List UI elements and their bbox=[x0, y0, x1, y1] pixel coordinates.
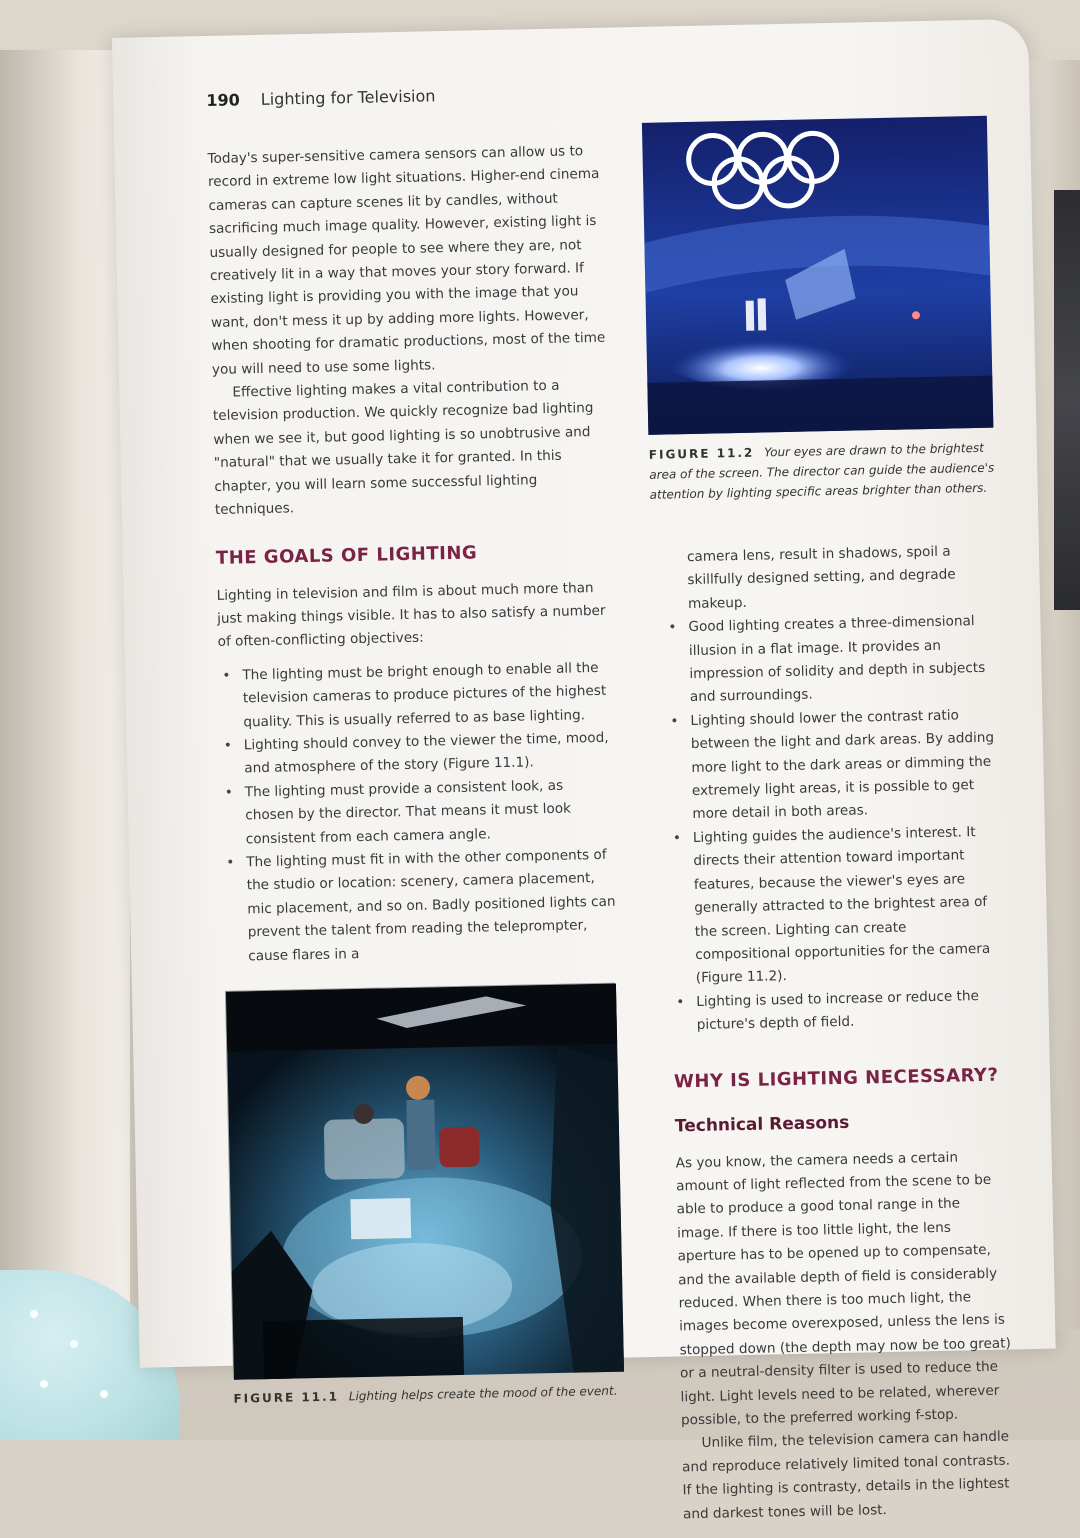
figure-11-2-caption bbox=[649, 438, 995, 505]
intro-paragraph-2: Effective lighting makes a vital contribution to a television production. We quickly recognize bad lighting when we see it, but good lighting is so unobtrusive and "natural" that we usually take it for granted. In this chapter, you will learn some successful lighting techniques. bbox=[212, 377, 594, 519]
section-heading-why: WHY IS LIGHTING NECESSARY? bbox=[673, 1064, 999, 1092]
intro-paragraph-1: Today's super-sensitive camera sensors can allow us to record in extreme low light situations. Higher-end cinema cameras can capture scenes lit by candles, without sacrificing much image quality. However, existing light is usually designed for people to see where they are, not creatively lit in a way that moves your story forward. If existing light is providing you with the image that you want, don't mess it up by adding more lights. However, when shooting for dramatic productions, most of the time you will need to use some lights. bbox=[207, 143, 606, 378]
goals-bullet-list bbox=[218, 656, 619, 968]
section-heading-goals: THE GOALS OF LIGHTING bbox=[215, 541, 478, 569]
figure-11-2-block bbox=[642, 116, 995, 505]
fabric-dot bbox=[30, 1310, 38, 1318]
figure-label: FIGURE 11.1 bbox=[233, 1389, 340, 1406]
page-number: 190 bbox=[206, 90, 240, 111]
list-item: • Lighting guides the audience's interest. It directs their attention toward important features, because the viewer's eyes are generally attracted to the brightest area of the screen. Lighting can create compositional opportunities for the camera (Figure 11.2). bbox=[669, 820, 1005, 991]
list-item: • Lighting should convey to the viewer the time, mood, and atmosphere of the story (Figure 11.1). bbox=[220, 727, 616, 782]
running-header bbox=[206, 86, 436, 110]
subsection-heading-technical: Technical Reasons bbox=[674, 1112, 850, 1136]
bullet-continuation: camera lens, result in shadows, spoil a skillfully designed setting, and degrade makeup. bbox=[686, 543, 956, 612]
background-object bbox=[1054, 190, 1080, 610]
technical-paragraph-1: As you know, the camera needs a certain amount of light reflected from the scene to be able to produce a good tonal range in the image. If there is too little light, the lens aperture has to be opened up to compensate, and the available depth of field is considerably reduced. When there is too much light, the images become overexposed, unless the lens is stopped down (the depth may now be too great) or a neutral-density filter is used to reduce the light. Light levels need to be related, wherever possible, to the preferred working f-stop. bbox=[675, 1149, 1011, 1429]
list-item: • The lighting must fit in with the other components of the studio or location: scenery, camera placement, mic placement, and so on. Badly positioned lights can prevent the talent from reading the teleprompter, cause flares in a bbox=[222, 844, 619, 969]
goals-bullet-list-continued bbox=[664, 610, 1006, 1038]
running-title: Lighting for Television bbox=[260, 86, 436, 109]
caption-text: Lighting helps create the mood of the event. bbox=[348, 1383, 618, 1404]
book-page bbox=[112, 19, 1056, 1522]
right-column bbox=[663, 540, 1016, 1527]
list-item: • Lighting should lower the contrast ratio between the light and dark areas. By adding more light to the dark areas or dimming the extremely light areas, it is possible to get more detail in both areas. bbox=[666, 703, 1001, 827]
left-column bbox=[207, 140, 628, 1409]
olympic-stadium-image bbox=[642, 116, 993, 435]
technical-paragraph-2: Unlike film, the television camera can handle and reproduce relatively limited tonal contrasts. If the lighting is contrasty, details in the lightest and darkest tones will be lost. bbox=[681, 1428, 1011, 1522]
list-item: • The lighting must be bright enough to enable all the television cameras to produce pictures of the highest quality. This is usually referred to as base lighting. bbox=[218, 656, 614, 734]
page-content bbox=[112, 19, 1056, 1522]
stage-scene-image bbox=[226, 984, 624, 1380]
figure-11-1-caption bbox=[233, 1380, 628, 1408]
fabric-dot bbox=[100, 1390, 108, 1398]
fabric-dot bbox=[40, 1380, 48, 1388]
caption-text: Your eyes are drawn to the brightest area of the screen. The director can guide the audience's attention by lighting specific areas brighter than others. bbox=[649, 440, 995, 502]
figure-11-2-photo bbox=[642, 116, 993, 435]
fabric-dot bbox=[70, 1340, 78, 1348]
figure-label: FIGURE 11.2 bbox=[648, 445, 755, 462]
list-item: • Good lighting creates a three-dimensional illusion in a flat image. It provides an impression of solidity and depth in subjects and surroundings. bbox=[664, 610, 999, 711]
page-stack-left bbox=[0, 50, 130, 1380]
figure-11-1-photo bbox=[225, 983, 623, 1379]
list-item: • The lighting must provide a consistent look, as chosen by the director. That means it must look consistent from each camera angle. bbox=[221, 773, 617, 851]
list-item: • Lighting is used to increase or reduce the picture's depth of field. bbox=[672, 984, 1006, 1038]
goals-intro-paragraph: Lighting in television and film is about much more than just making things visible. It has to also satisfy a number of often-conflicting objectives: bbox=[216, 579, 606, 651]
